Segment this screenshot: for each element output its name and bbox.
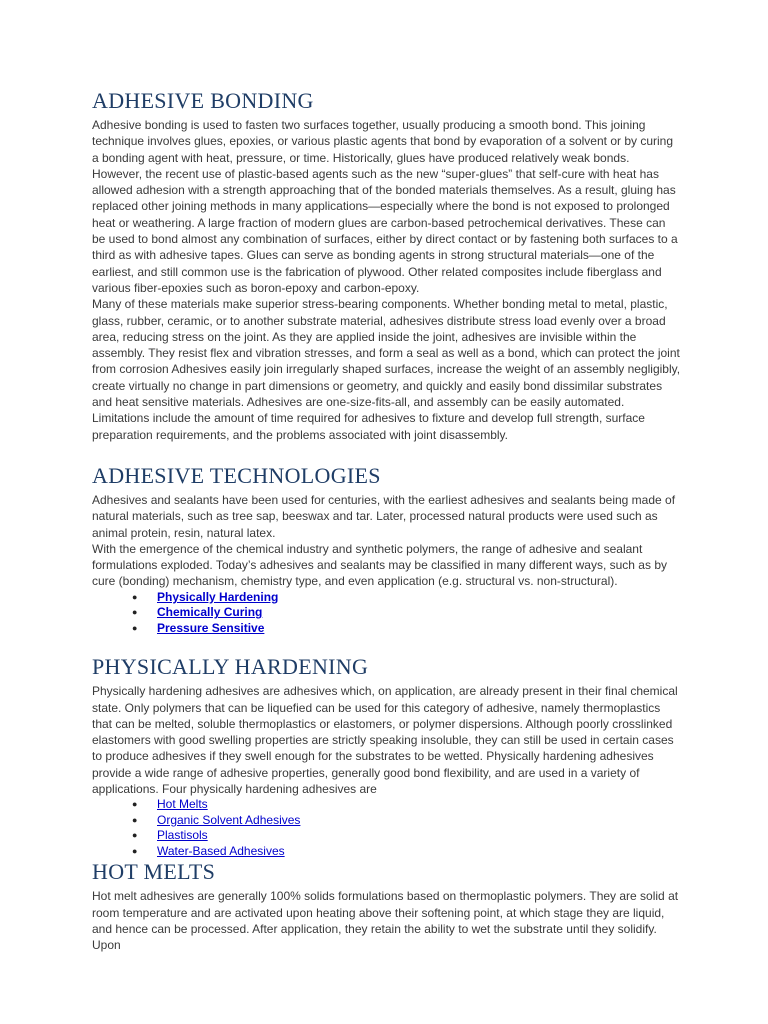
bullet-icon: ● <box>132 814 138 825</box>
list-item <box>92 605 682 621</box>
link-hot-melts[interactable]: Hot Melts <box>157 797 208 812</box>
paragraph: Physically hardening adhesives are adhesives which, on application, are already present in their final chemical state. Only polymers that can be liquefied can be used for this category of adhesive, namely thermoplastics that can be melted, soluble thermoplastics or elastomers, or polymer dispersions. Although poorly crosslinked elastomers with good swelling properties are strictly speaking insoluble, they can still be used in certain cases to produce adhesives if they swell enough for the substrates to be wetted. Physically hardening adhesives provide a wide range of adhesive properties, generally good bond flexibility, and are used in a variety of applications. Four physically hardening adhesives are <box>92 684 678 796</box>
heading-hot-melts: HOT MELTS <box>92 859 216 885</box>
paragraph: Adhesives and sealants have been used for centuries, with the earliest adhesives and sealants being made of natural materials, such as tree sap, beeswax and tar. Later, processed natural products were used such as animal protein, resin, natural latex. <box>92 492 676 540</box>
bullet-icon: ● <box>132 607 138 618</box>
list-item <box>92 590 682 606</box>
spacer <box>92 443 682 463</box>
paragraph: With the emergence of the chemical industry and synthetic polymers, the range of adhesive and sealant formulations exploded. Today’s adhesives and sealants may be classified in many different ways, such as by cure (bonding) mechanism, chemistry type, and even application (e.g. structural vs. non-structural). <box>92 541 667 589</box>
link-chemically-curing[interactable]: Chemically Curing <box>157 605 263 620</box>
bullet-icon: ● <box>132 799 138 810</box>
spacer <box>92 636 682 654</box>
bullet-icon: ● <box>132 830 138 841</box>
bullet-icon: ● <box>132 622 138 633</box>
paragraph: Adhesive bonding is used to fasten two surfaces together, usually producing a smooth bond. This joining technique involves glues, epoxies, or various plastic agents that bond by evaporation of a solvent or by curing a bonding agent with heat, pressure, or time. Historically, glues have produced relatively weak bonds. However, the recent use of plastic-based agents such as the new “super-glues” that self-cure with heat has allowed adhesion with a strength approaching that of the bonded materials themselves. As a result, gluing has replaced other joining methods in many applications—especially where the bond is not exposed to prolonged heat or weathering. A large fraction of modern glues are carbon-based petrochemical derivatives. These can be used to bond almost any combination of surfaces, either by direct contact or by fastening both surfaces to a third as with adhesive tapes. Glues can serve as bonding agents in strong structural materials—one of the earliest, and still common use is the fabrication of plywood. Other related composites include fiberglass and various fiber-epoxies such as boron-epoxy and carbon-epoxy. <box>92 118 678 295</box>
link-pressure-sensitive[interactable]: Pressure Sensitive <box>157 620 265 635</box>
bullet-icon: ● <box>132 845 138 856</box>
heading-adhesive-bonding: ADHESIVE BONDING <box>92 88 314 113</box>
link-physically-hardening[interactable]: Physically Hardening <box>157 589 279 604</box>
link-list-technologies <box>92 590 682 637</box>
list-item <box>92 828 682 844</box>
link-organic-solvent-adhesives[interactable]: Organic Solvent Adhesives <box>157 812 301 827</box>
paragraph: Hot melt adhesives are generally 100% solids formulations based on thermoplastic polymers. They are solid at room temperature and are activated upon heating above their softening point, at which stage they are liquid, and hence can be processed. After application, they retain the ability to wet the substrate until they solidify. Upon <box>92 889 679 953</box>
list-item <box>92 844 682 860</box>
heading-adhesive-technologies: ADHESIVE TECHNOLOGIES <box>92 462 381 488</box>
link-plastisols[interactable]: Plastisols <box>157 828 208 843</box>
link-water-based-adhesives[interactable]: Water-Based Adhesives <box>157 843 285 858</box>
link-list-physically-hardening <box>92 797 682 859</box>
list-item <box>92 621 682 637</box>
document-content <box>92 88 682 953</box>
list-item <box>92 797 682 813</box>
bullet-icon: ● <box>132 591 138 602</box>
list-item <box>92 813 682 829</box>
heading-physically-hardening: PHYSICALLY HARDENING <box>92 654 369 680</box>
paragraph: Many of these materials make superior stress-bearing components. Whether bonding metal to metal, plastic, glass, rubber, ceramic, or to another substrate material, adhesives distribute stress load evenly over a broad area, reducing stress on the joint. As they are applied inside the joint, adhesives are invisible within the assembly. They resist flex and vibration stresses, and form a seal as well as a bond, which can protect the joint from corrosion Adhesives easily join irregularly shaped surfaces, increase the weight of an assembly negligibly, create virtually no change in part dimensions or geometry, and quickly and easily bond dissimilar substrates and heat sensitive materials. Adhesives are one-size-fits-all, and assembly can be easily automated. Limitations include the amount of time required for adhesives to fixture and develop full strength, surface preparation requirements, and the problems associated with joint disassembly. <box>92 297 681 442</box>
